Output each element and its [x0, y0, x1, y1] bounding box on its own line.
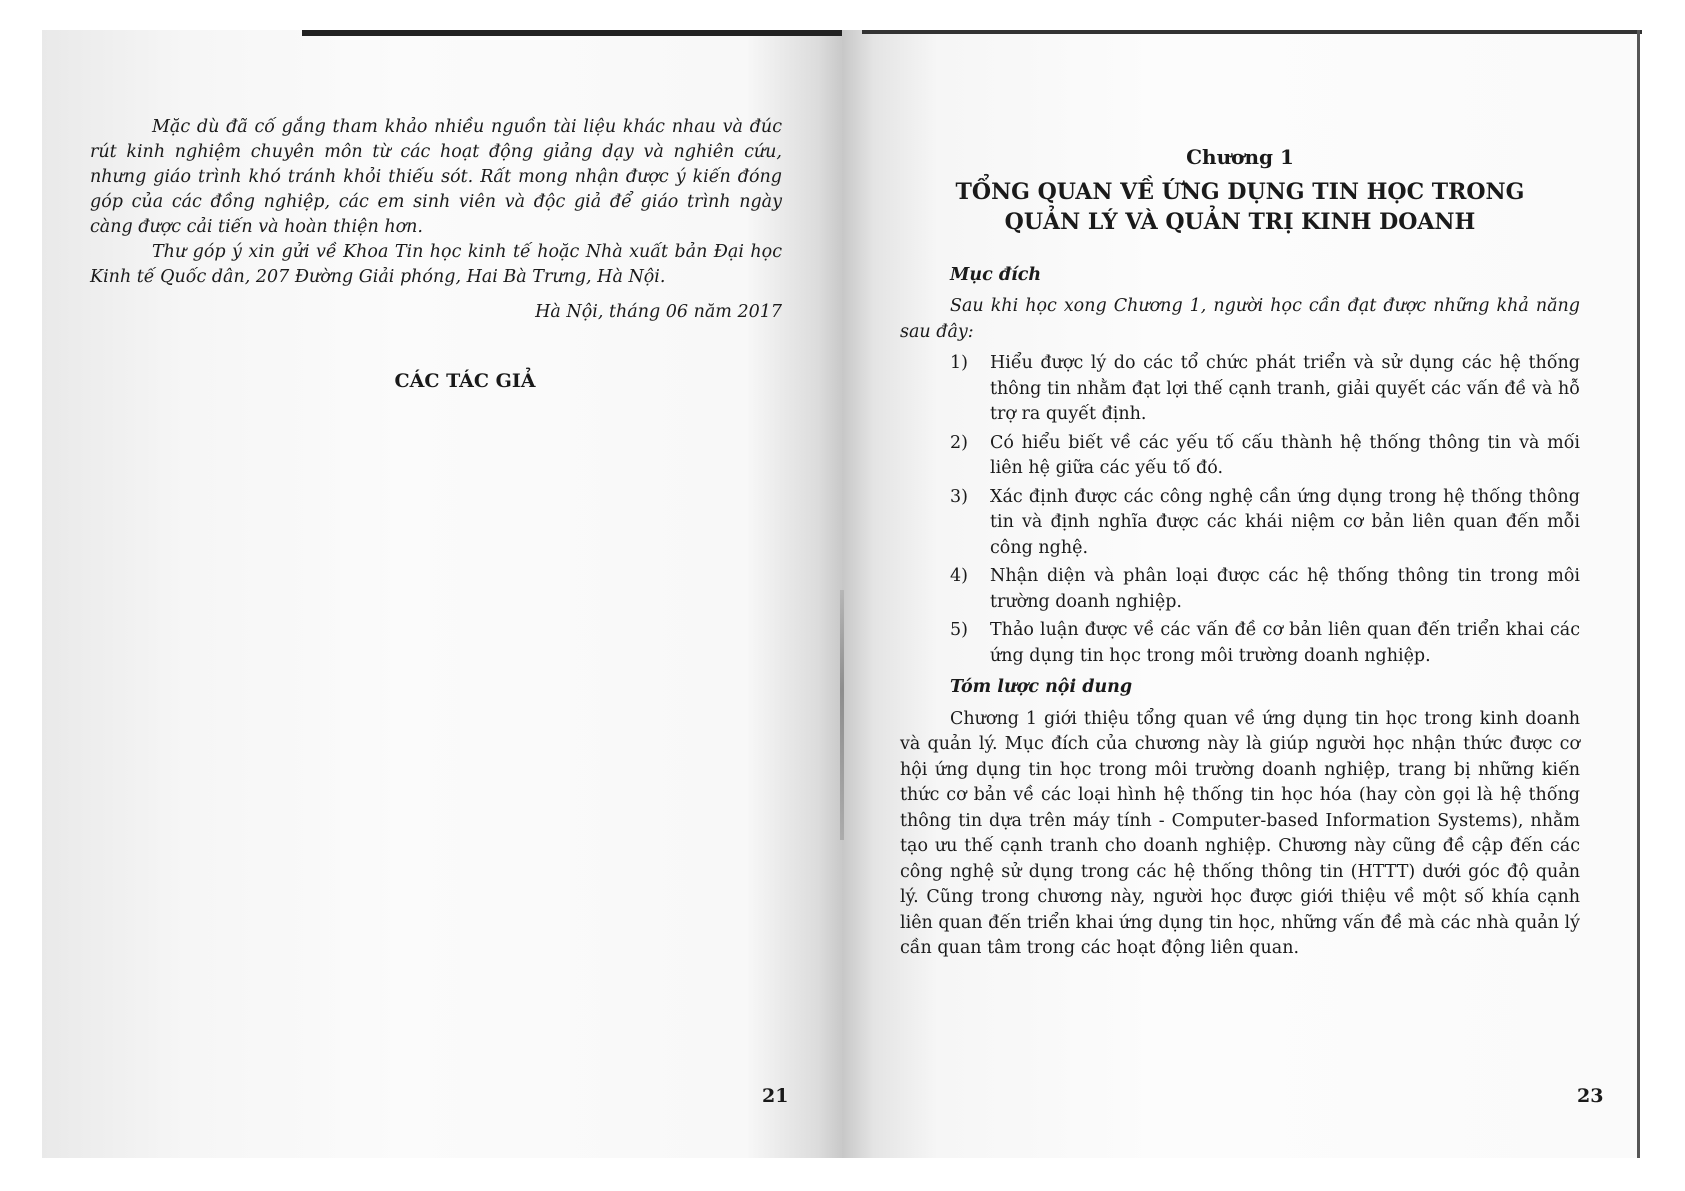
list-item-text: Nhận diện và phân loại được các hệ thống thông tin trong môi trường doanh nghiệp. [990, 566, 1580, 612]
list-item-number: 5) [950, 620, 968, 640]
list-item-text: Có hiểu biết về các yếu tố cấu thành hệ thống thông tin và mối liên hệ giữa các yếu tố đó. [990, 432, 1580, 478]
page-number-left: 21 [762, 1085, 789, 1107]
preface-paragraph-2: Thư góp ý xin gửi về Khoa Tin học kinh tế hoặc Nhà xuất bản Đại học Kinh tế Quốc dân, 207 Đường Giải phóng, Hai Bà Trưng, Hà Nội. [90, 242, 782, 287]
summary-heading: Tóm lược nội dung [950, 677, 1133, 697]
book-spread [42, 30, 1640, 1158]
list-item [900, 564, 1580, 615]
list-item-text: Hiểu được lý do các tổ chức phát triển và sử dụng các hệ thống thông tin nhằm đạt lợi thế cạnh tranh, giải quyết các vấn đề và hỗ trợ ra quyết định. [990, 353, 1580, 424]
left-page [42, 30, 842, 1158]
chapter-content [900, 145, 1580, 962]
list-item-number: 4) [950, 566, 968, 586]
preface-date: Hà Nội, tháng 06 năm 2017 [535, 302, 782, 322]
summary-text: Chương 1 giới thiệu tổng quan về ứng dụng tin học trong kinh doanh và quản lý. Mục đích của chương này là giúp người học nhận thức được cơ hội ứng dụng tin học trong môi trường doanh nghiệp, trang bị những kiến thức cơ bản về các loại hình hệ thống tin học hóa (hay còn gọi là hệ thống thông tin dựa trên máy tính - Computer-based Information Systems), nhằm tạo ưu thế cạnh tranh cho doanh nghiệp. Chương này cũng đề cập đến các công nghệ sử dụng trong các hệ thống thông tin (HTTT) dưới góc độ quản lý. Cũng trong chương này, người học được giới thiệu về một số khía cạnh liên quan đến triển khai ứng dụng tin học, những vấn đề mà các nhà quản lý cần quan tâm trong các hoạt động liên quan. [900, 708, 1580, 958]
top-rule [862, 30, 1642, 34]
top-rule [302, 30, 842, 36]
list-item [900, 485, 1580, 562]
preface-paragraph-1: Mặc dù đã cố gắng tham khảo nhiều nguồn tài liệu khác nhau và đúc rút kinh nghiệm chuyên môn từ các hoạt động giảng dạy và nghiên cứu, nhưng giáo trình khó tránh khỏi thiếu sót. Rất mong nhận được ý kiến đóng góp của các đồng nghiệp, các em sinh viên và độc giả để giáo trình ngày càng được cải tiến và hoàn thiện hơn. [90, 117, 782, 237]
chapter-title-line-2: QUẢN LÝ VÀ QUẢN TRỊ KINH DOANH [1004, 208, 1476, 235]
list-item [900, 431, 1580, 482]
objectives-list [900, 351, 1580, 669]
list-item [900, 618, 1580, 669]
preface-text [90, 115, 782, 325]
list-item-text: Xác định được các công nghệ cần ứng dụng trong hệ thống thông tin và định nghĩa được các khái niệm cơ bản liên quan đến mỗi công nghệ. [990, 486, 1580, 558]
purpose-heading: Mục đích [950, 264, 1042, 285]
page-number-right: 23 [1577, 1085, 1604, 1107]
list-item-text: Thảo luận được về các vấn đề cơ bản liên quan đến triển khai các ứng dụng tin học trong môi trường doanh nghiệp. [990, 620, 1580, 666]
chapter-number: Chương 1 [1186, 145, 1294, 169]
chapter-title-line-1: TỔNG QUAN VỀ ỨNG DỤNG TIN HỌC TRONG [955, 178, 1525, 205]
list-item-number: 2) [950, 432, 968, 453]
list-item-number: 3) [950, 486, 968, 507]
authors-signature: CÁC TÁC GIẢ [394, 370, 536, 392]
book-binding [840, 590, 844, 840]
purpose-intro: Sau khi học xong Chương 1, người học cần đạt được những khả năng sau đây: [900, 296, 1580, 342]
right-page [842, 30, 1640, 1158]
page-edge [1637, 30, 1640, 1158]
list-item-number: 1) [950, 353, 968, 373]
list-item [900, 351, 1580, 428]
chapter-title [900, 177, 1580, 237]
